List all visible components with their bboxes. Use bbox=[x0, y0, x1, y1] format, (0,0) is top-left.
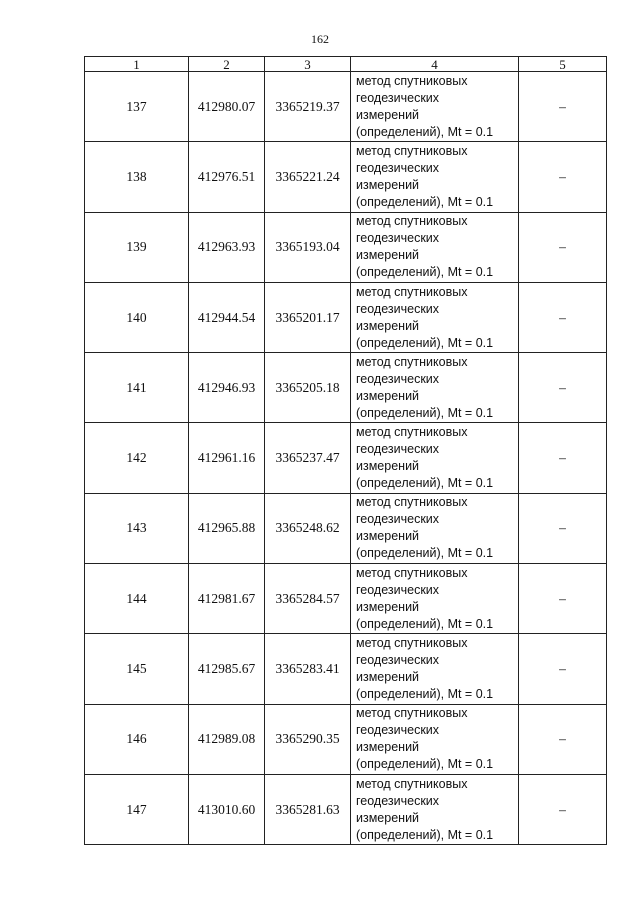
method-text-line: геодезических bbox=[356, 653, 440, 668]
y-coordinate-cell: 3365284.57 bbox=[265, 564, 351, 634]
table-header-row bbox=[85, 57, 607, 72]
method-text-line: измерений bbox=[356, 248, 420, 263]
y-coordinate-cell: 3365290.35 bbox=[265, 704, 351, 774]
column-5-cell: – bbox=[519, 704, 607, 774]
method-text-line: метод спутниковых bbox=[356, 284, 468, 299]
column-5-cell: – bbox=[519, 212, 607, 282]
method-text-line: метод спутниковых bbox=[356, 495, 468, 510]
method-text-line: метод спутниковых bbox=[356, 776, 468, 791]
x-coordinate-cell: 413010.60 bbox=[189, 774, 265, 844]
table-row bbox=[85, 564, 607, 634]
point-number-cell: 139 bbox=[85, 212, 189, 282]
method-cell bbox=[351, 774, 519, 844]
method-text-line: измерений bbox=[356, 810, 420, 825]
method-text-line: геодезических bbox=[356, 723, 440, 738]
x-coordinate-cell: 412944.54 bbox=[189, 282, 265, 352]
table-row bbox=[85, 493, 607, 563]
column-header-1: 1 bbox=[85, 57, 189, 72]
column-5-cell: – bbox=[519, 774, 607, 844]
table-row bbox=[85, 774, 607, 844]
table-row bbox=[85, 353, 607, 423]
point-number-cell: 138 bbox=[85, 142, 189, 212]
method-cell bbox=[351, 212, 519, 282]
x-coordinate-cell: 412961.16 bbox=[189, 423, 265, 493]
method-text-line: измерений bbox=[356, 599, 420, 614]
table-row bbox=[85, 634, 607, 704]
method-text-line: измерений bbox=[356, 670, 420, 685]
column-5-cell: – bbox=[519, 493, 607, 563]
method-cell bbox=[351, 564, 519, 634]
column-header-3: 3 bbox=[265, 57, 351, 72]
y-coordinate-cell: 3365201.17 bbox=[265, 282, 351, 352]
y-coordinate-cell: 3365205.18 bbox=[265, 353, 351, 423]
column-5-cell: – bbox=[519, 634, 607, 704]
method-text-line: (определений), Mt = 0.1 bbox=[356, 265, 494, 280]
method-text-line: метод спутниковых bbox=[356, 214, 468, 229]
method-text-line: (определений), Mt = 0.1 bbox=[356, 476, 494, 491]
method-text-line: (определений), Mt = 0.1 bbox=[356, 335, 494, 350]
method-cell bbox=[351, 142, 519, 212]
y-coordinate-cell: 3365248.62 bbox=[265, 493, 351, 563]
x-coordinate-cell: 412965.88 bbox=[189, 493, 265, 563]
method-cell bbox=[351, 282, 519, 352]
method-text-line: измерений bbox=[356, 177, 420, 192]
column-5-cell: – bbox=[519, 353, 607, 423]
method-text-line: метод спутниковых bbox=[356, 425, 468, 440]
x-coordinate-cell: 412981.67 bbox=[189, 564, 265, 634]
method-text-line: (определений), Mt = 0.1 bbox=[356, 757, 494, 772]
y-coordinate-cell: 3365193.04 bbox=[265, 212, 351, 282]
method-cell bbox=[351, 704, 519, 774]
method-text-line: (определений), Mt = 0.1 bbox=[356, 546, 494, 561]
method-text-line: (определений), Mt = 0.1 bbox=[356, 616, 494, 631]
page-number: 162 bbox=[311, 32, 329, 46]
column-header-5: 5 bbox=[519, 57, 607, 72]
point-number-cell: 146 bbox=[85, 704, 189, 774]
column-header-4: 4 bbox=[351, 57, 519, 72]
y-coordinate-cell: 3365221.24 bbox=[265, 142, 351, 212]
method-text-line: геодезических bbox=[356, 793, 440, 808]
x-coordinate-cell: 412980.07 bbox=[189, 72, 265, 142]
method-text-line: измерений bbox=[356, 388, 420, 403]
table-row bbox=[85, 282, 607, 352]
coordinates-table bbox=[84, 56, 607, 845]
method-text-line: геодезических bbox=[356, 512, 440, 527]
method-text-line: метод спутниковых bbox=[356, 636, 468, 651]
method-text-line: геодезических bbox=[356, 371, 440, 386]
column-5-cell: – bbox=[519, 282, 607, 352]
method-text-line: геодезических bbox=[356, 160, 440, 175]
method-text-line: (определений), Mt = 0.1 bbox=[356, 687, 494, 702]
method-text-line: метод спутниковых bbox=[356, 73, 468, 88]
method-text-line: метод спутниковых bbox=[356, 706, 468, 721]
y-coordinate-cell: 3365281.63 bbox=[265, 774, 351, 844]
x-coordinate-cell: 412985.67 bbox=[189, 634, 265, 704]
y-coordinate-cell: 3365283.41 bbox=[265, 634, 351, 704]
method-text-line: измерений bbox=[356, 318, 420, 333]
point-number-cell: 137 bbox=[85, 72, 189, 142]
x-coordinate-cell: 412976.51 bbox=[189, 142, 265, 212]
method-text-line: измерений bbox=[356, 740, 420, 755]
method-text-line: геодезических bbox=[356, 301, 440, 316]
x-coordinate-cell: 412963.93 bbox=[189, 212, 265, 282]
point-number-cell: 140 bbox=[85, 282, 189, 352]
method-cell bbox=[351, 634, 519, 704]
method-cell bbox=[351, 353, 519, 423]
point-number-cell: 143 bbox=[85, 493, 189, 563]
method-text-line: геодезических bbox=[356, 582, 440, 597]
column-header-2: 2 bbox=[189, 57, 265, 72]
point-number-cell: 141 bbox=[85, 353, 189, 423]
column-5-cell: – bbox=[519, 423, 607, 493]
table-row bbox=[85, 423, 607, 493]
method-text-line: геодезических bbox=[356, 231, 440, 246]
table-row bbox=[85, 142, 607, 212]
column-5-cell: – bbox=[519, 142, 607, 212]
point-number-cell: 142 bbox=[85, 423, 189, 493]
table-row bbox=[85, 704, 607, 774]
method-text-line: метод спутниковых bbox=[356, 354, 468, 369]
x-coordinate-cell: 412989.08 bbox=[189, 704, 265, 774]
method-text-line: измерений bbox=[356, 529, 420, 544]
column-5-cell: – bbox=[519, 564, 607, 634]
point-number-cell: 147 bbox=[85, 774, 189, 844]
point-number-cell: 144 bbox=[85, 564, 189, 634]
table-row bbox=[85, 212, 607, 282]
table-row bbox=[85, 72, 607, 142]
method-text-line: (определений), Mt = 0.1 bbox=[356, 124, 494, 139]
y-coordinate-cell: 3365219.37 bbox=[265, 72, 351, 142]
method-text-line: (определений), Mt = 0.1 bbox=[356, 194, 494, 209]
method-text-line: (определений), Mt = 0.1 bbox=[356, 827, 494, 842]
method-text-line: геодезических bbox=[356, 442, 440, 457]
column-5-cell: – bbox=[519, 72, 607, 142]
method-text-line: метод спутниковых bbox=[356, 143, 468, 158]
method-text-line: измерений bbox=[356, 107, 420, 122]
table-body bbox=[85, 72, 607, 845]
y-coordinate-cell: 3365237.47 bbox=[265, 423, 351, 493]
x-coordinate-cell: 412946.93 bbox=[189, 353, 265, 423]
point-number-cell: 145 bbox=[85, 634, 189, 704]
method-cell bbox=[351, 72, 519, 142]
method-text-line: (определений), Mt = 0.1 bbox=[356, 405, 494, 420]
method-cell bbox=[351, 423, 519, 493]
method-text-line: геодезических bbox=[356, 90, 440, 105]
method-text-line: измерений bbox=[356, 459, 420, 474]
method-cell bbox=[351, 493, 519, 563]
method-text-line: метод спутниковых bbox=[356, 565, 468, 580]
